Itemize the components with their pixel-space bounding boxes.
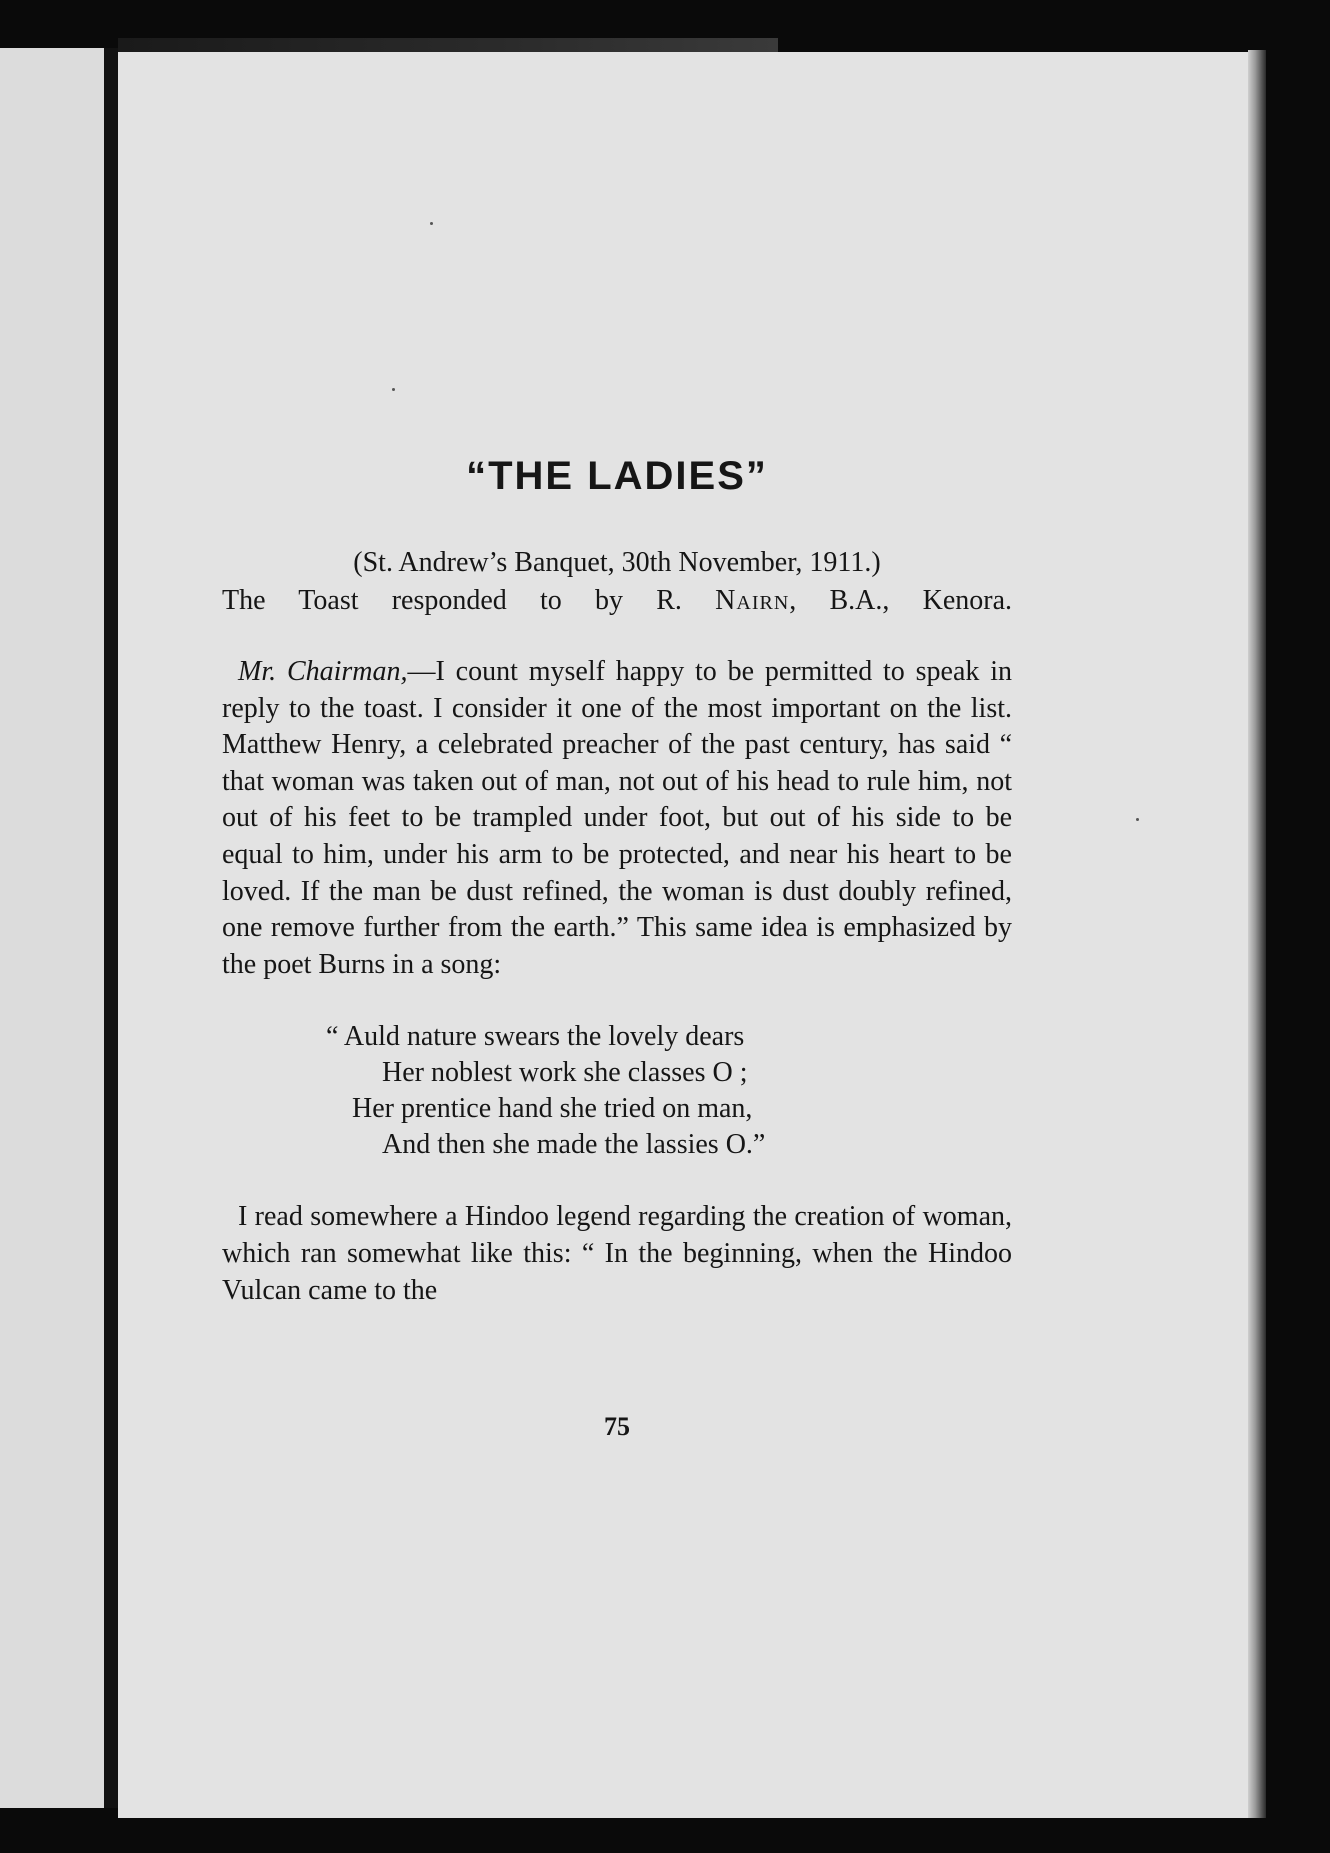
page-text xyxy=(222,452,1013,1441)
print-speck xyxy=(430,222,433,225)
responder-suffix: , B.A., Kenora. xyxy=(789,585,1013,616)
verse-line-1: “ Auld nature swears the lovely dears xyxy=(326,1021,745,1053)
page-number: 75 xyxy=(604,1412,630,1441)
verse-line-2: Her noblest work she classes O ; xyxy=(382,1057,748,1089)
paragraph-2: I read somewhere a Hindoo legend regarding the creation of woman, which ran somewhat like this: “ In the beginning, when the Hindoo Vulcan came to the xyxy=(222,1201,1012,1306)
facing-page-edge xyxy=(0,48,104,1808)
print-speck xyxy=(1136,818,1139,821)
responder-line xyxy=(222,582,1012,620)
occasion-line: (St. Andrew’s Banquet, 30th November, 1911.) xyxy=(353,547,881,578)
verse-line-3: Her prentice hand she tried on man, xyxy=(352,1093,753,1125)
verse-line-4: And then she made the lassies O.” xyxy=(382,1129,766,1161)
print-speck xyxy=(392,388,395,391)
salutation: Mr. Chairman, xyxy=(238,656,408,687)
binding-gutter xyxy=(104,48,118,1808)
page-title: “THE LADIES” xyxy=(466,454,768,498)
paragraph-1-text: —I count myself happy to be permitted to speak in reply to the toast. I consider it one of the most important on the list. Matthew Henry, a celebrated preacher of the past century, has said “ that woman was taken out of man, not out of his head to rule him, not out of his feet to be trampled under foot, but out of his side to be equal to him, under his arm to be protected, and near his heart to be loved. If the man be dust refined, the woman is dust doubly refined, one remove further from the earth.” This same idea is emphasized by the poet Burns in a song: xyxy=(222,656,1012,980)
responder-name: Nairn xyxy=(715,585,790,616)
burns-verse xyxy=(326,1019,1012,1163)
page-edge-shadow xyxy=(1248,50,1266,1818)
paragraph-1 xyxy=(222,654,1012,983)
top-shadow xyxy=(118,38,778,52)
responder-prefix: The Toast responded to by R. xyxy=(222,585,682,616)
